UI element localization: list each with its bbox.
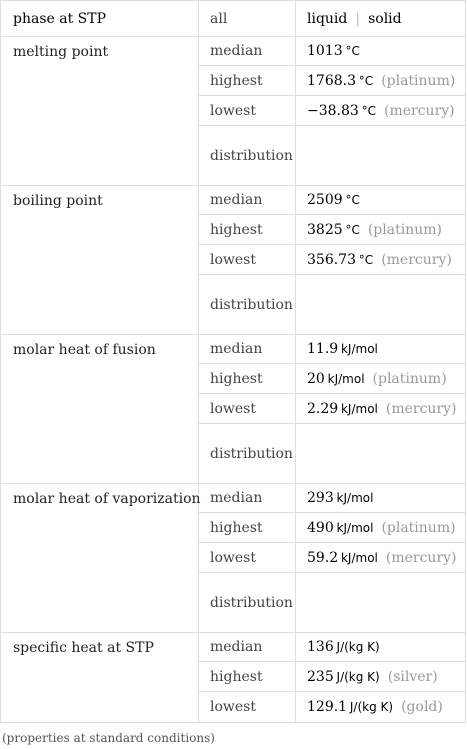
median-unit: °C [345,192,360,207]
lowest-label: lowest [210,698,256,715]
median-value: 1013 [307,42,343,59]
footer-note: (properties at standard conditions) [2,731,215,745]
highest-label: highest [210,519,263,536]
highest-value: 1768.3 [307,72,356,89]
lowest-value: −38.83 [307,102,359,119]
median-label: median [210,489,263,506]
lowest-unit: °C [361,103,376,118]
median-label: median [210,638,263,655]
lowest-unit: J/(kg K) [349,699,394,714]
highest-label: highest [210,221,263,238]
median-value-cell [307,36,360,65]
median-value-cell [307,632,380,661]
highest-value: 3825 [307,221,343,238]
highest-label: highest [210,72,263,89]
median-label: median [210,191,263,208]
median-value-cell [307,185,360,214]
lowest-unit: °C [358,252,374,267]
header-phase-label: phase at STP [13,10,107,27]
highest-value-cell [307,364,447,393]
highest-value-cell [307,513,456,542]
property-name: boiling point [13,193,103,209]
lowest-label: lowest [210,102,256,119]
highest-value: 490 [307,519,334,536]
lowest-source-element: (mercury) [381,251,452,268]
property-name: melting point [13,44,109,60]
lowest-value: 129.1 [307,698,348,715]
header-all-option[interactable]: all [210,10,228,27]
median-value: 293 [307,489,334,506]
highest-value: 235 [307,668,334,685]
median-value: 136 [307,638,334,655]
column-divider [198,1,199,722]
property-name: specific heat at STP [13,640,154,656]
highest-value: 20 [307,370,325,387]
median-value-cell [307,483,373,512]
lowest-label: lowest [210,549,256,566]
lowest-value-cell [307,394,457,423]
lowest-value: 59.2 [307,549,339,566]
median-unit: kJ/mol [340,341,378,356]
lowest-label: lowest [210,251,256,268]
lowest-value-cell [307,96,455,125]
highest-source-element: (platinum) [367,221,442,238]
median-unit: °C [345,43,360,58]
highest-label: highest [210,370,263,387]
phase-selector [307,1,402,36]
highest-label: highest [210,668,263,685]
column-divider [295,1,296,722]
highest-source-element: (platinum) [381,72,456,89]
highest-unit: kJ/mol [327,371,365,386]
highest-unit: J/(kg K) [336,669,380,684]
liquid-option[interactable]: liquid [307,10,348,27]
median-label: median [210,340,263,357]
property-name: molar heat of fusion [13,342,156,358]
lowest-source-element: (mercury) [385,549,457,566]
lowest-unit: kJ/mol [340,401,378,416]
highest-value-cell [307,66,455,95]
highest-unit: °C [358,73,374,88]
solid-option[interactable]: solid [368,10,402,27]
highest-source-element: (platinum) [381,519,456,536]
lowest-value-cell [307,543,457,572]
lowest-source-element: (gold) [401,698,443,715]
lowest-label: lowest [210,400,256,417]
highest-unit: kJ/mol [336,520,374,535]
lowest-value-cell [307,692,443,721]
lowest-source-element: (mercury) [385,400,457,417]
median-value: 11.9 [307,340,339,357]
distribution-label: distribution [210,147,293,164]
lowest-value: 356.73 [307,251,356,268]
distribution-label: distribution [210,445,293,462]
median-value-cell [307,334,378,363]
lowest-value: 2.29 [307,400,339,417]
highest-source-element: (silver) [387,668,438,685]
lowest-source-element: (mercury) [384,102,455,119]
distribution-label: distribution [210,594,293,611]
option-separator: | [355,10,361,27]
highest-unit: °C [345,222,360,237]
highest-value-cell [307,215,442,244]
lowest-value-cell [307,245,452,274]
highest-source-element: (platinum) [372,370,447,387]
median-unit: J/(kg K) [336,639,380,654]
distribution-label: distribution [210,296,293,313]
median-value: 2509 [307,191,343,208]
highest-value-cell [307,662,438,691]
median-label: median [210,42,263,59]
median-unit: kJ/mol [336,490,374,505]
property-name: molar heat of vaporization [13,491,201,507]
lowest-unit: kJ/mol [340,550,378,565]
